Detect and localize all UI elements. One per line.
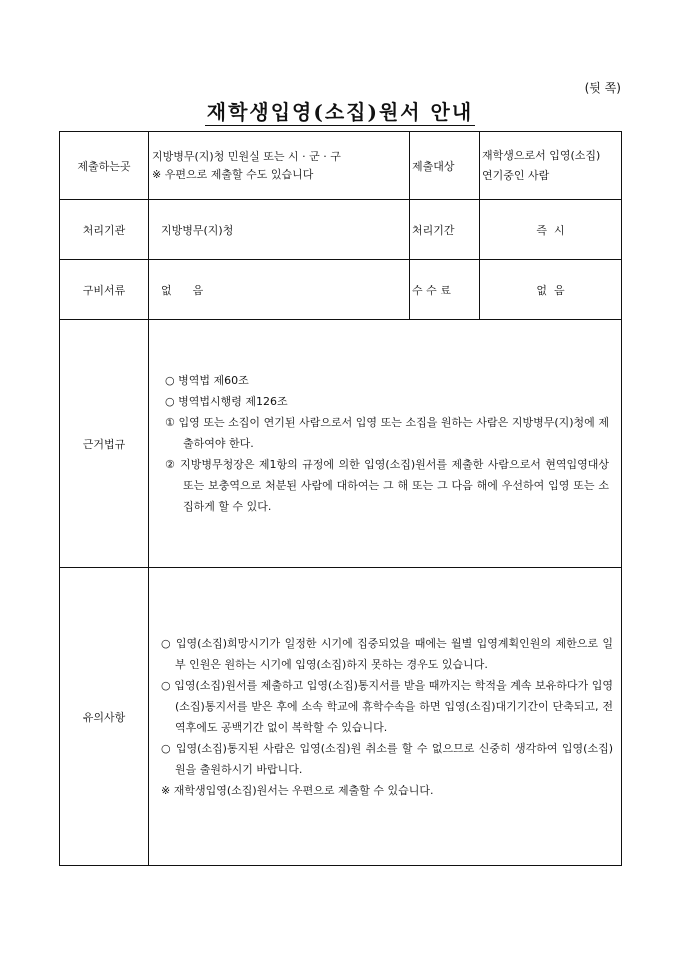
- row-processing-agency: [60, 200, 622, 260]
- guide-table: [59, 131, 622, 866]
- notes-line: ※ 재학생입영(소집)원서는 우편으로 제출할 수 있습니다.: [161, 783, 434, 797]
- label-submit-place: 제출하는곳: [60, 132, 149, 200]
- value-documents: 없 음: [149, 260, 410, 320]
- notes-line: ○ 입영(소집)희망시기가 일정한 시기에 집중되었을 때에는 월별 입영계획인원의 제한으로 일부 인원은 원하는 시기에 입영(소집)하지 못하는 경우도 있습니다.: [161, 636, 613, 671]
- label-fee: 수 수 료: [410, 260, 480, 320]
- notes-line: ○ 입영(소집)통지된 사람은 입영(소집)원 취소를 할 수 없으므로 신중히 생각하여 입영(소집)원을 출원하시기 바랍니다.: [161, 741, 613, 776]
- value-fee: 없 음: [480, 260, 622, 320]
- row-notes: [60, 568, 622, 866]
- legal-basis-line: ○ 병역법 제60조: [165, 374, 249, 387]
- value-processing-period: 즉 시: [480, 200, 622, 260]
- legal-basis-line: ② 지방병무청장은 제1항의 규정에 의한 입영(소집)원서를 제출한 사람으로서 현역입영대상 또는 보충역으로 처분된 사람에 대하여는 그 해 또는 그 다음 해에 우선하여 입영 또는 소집하게 할 수 있다.: [165, 458, 609, 513]
- value-submit-target: [480, 132, 622, 200]
- label-legal-basis: 근거법규: [60, 320, 149, 568]
- row-documents: [60, 260, 622, 320]
- page-title: [0, 96, 680, 125]
- value-legal-basis: [149, 320, 622, 568]
- legal-basis-line: ○ 병역법시행령 제126조: [165, 395, 288, 408]
- submit-place-line1: 지방병무(지)청 민원실 또는 시 · 군 · 구: [152, 149, 341, 163]
- submit-target-line2: 연기중인 사람: [482, 168, 550, 182]
- value-notes: [149, 568, 622, 866]
- page-side-note: (뒷 쪽): [584, 81, 621, 95]
- legal-basis-line: ① 입영 또는 소집이 연기된 사람으로서 입영 또는 소집을 원하는 사람은 지방병무(지)청에 제출하여야 한다.: [165, 416, 609, 450]
- value-processing-agency: 지방병무(지)청: [149, 200, 410, 260]
- label-submit-target: 제출대상: [410, 132, 480, 200]
- notes-line: ○ 입영(소집)원서를 제출하고 입영(소집)통지서를 받을 때까지는 학적을 계속 보유하다가 입영(소집)통지서를 받은 후에 소속 학교에 휴학수속을 하면 입영(소집)대기기간이 단축되고, 전역후에도 공백기간 없이 복학할 수 있습니다.: [161, 678, 613, 734]
- value-submit-place: [149, 132, 410, 200]
- submit-place-line2: ※ 우편으로 제출할 수도 있습니다: [152, 167, 314, 181]
- label-processing-agency: 처리기관: [60, 200, 149, 260]
- label-documents: 구비서류: [60, 260, 149, 320]
- title-text: 재학생입영(소집)원서 안내: [206, 100, 474, 124]
- label-notes: 유의사항: [60, 568, 149, 866]
- label-processing-period: 처리기간: [410, 200, 480, 260]
- row-submit-place: [60, 132, 622, 200]
- submit-target-line1: 재학생으로서 입영(소집): [482, 148, 601, 162]
- row-legal-basis: [60, 320, 622, 568]
